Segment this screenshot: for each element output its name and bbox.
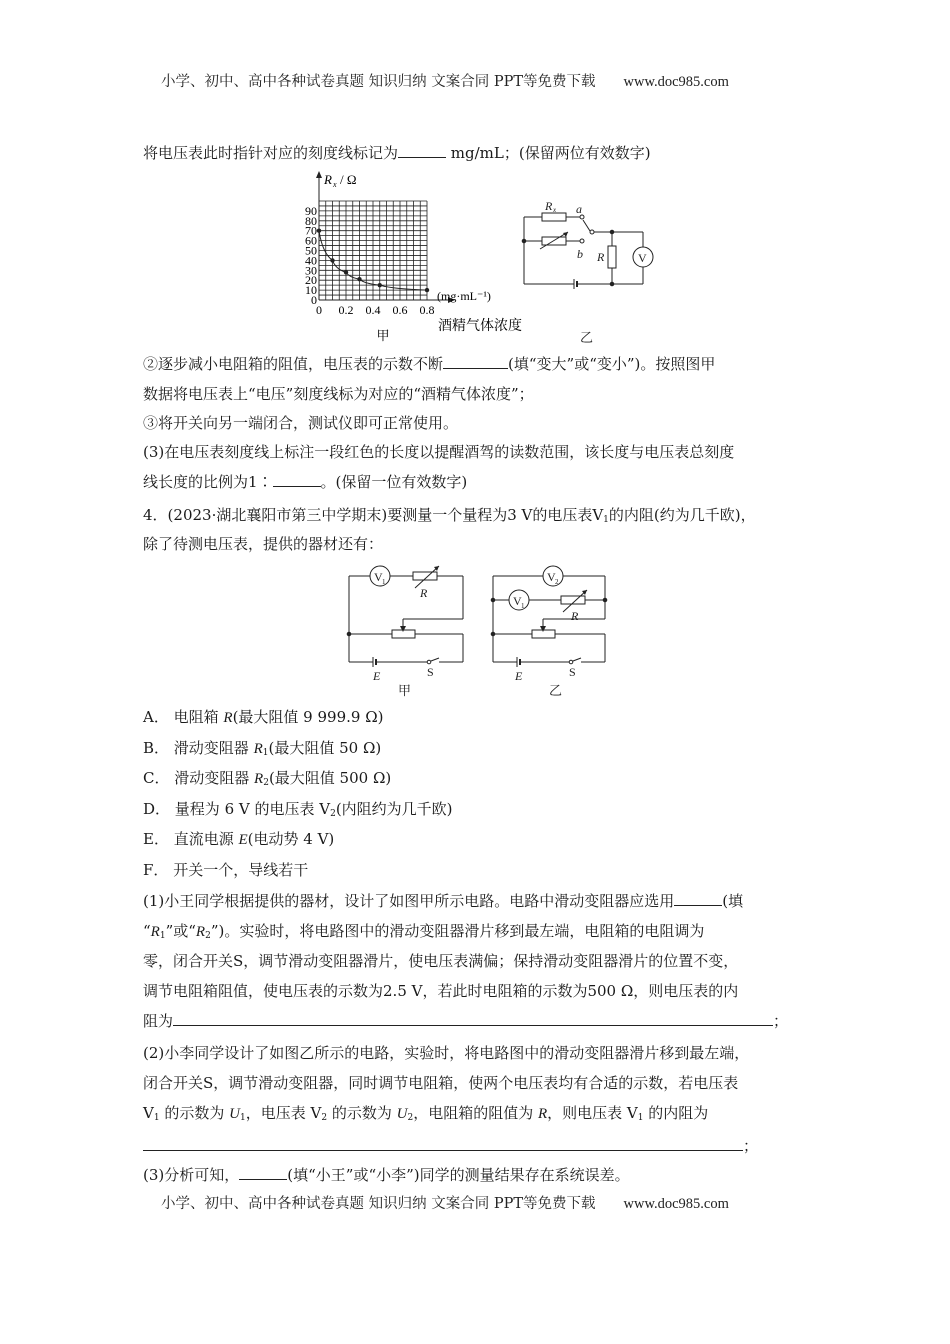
svg-text:0.8: 0.8	[419, 303, 435, 317]
label-v2: V	[547, 570, 556, 584]
step-3: ③将开关向另一端闭合，测试仪即可正常使用。	[143, 414, 459, 432]
svg-text:0.4: 0.4	[365, 303, 381, 317]
caption-jia: 甲	[376, 328, 390, 343]
label-e: E	[373, 669, 381, 683]
svg-text:20: 20	[305, 273, 317, 288]
label-a: a	[576, 202, 582, 216]
label-v: V	[638, 251, 647, 265]
answer-blank[interactable]	[674, 891, 722, 906]
label-r: R	[571, 609, 579, 623]
answer-blank[interactable]	[273, 472, 321, 487]
label-rx: R	[545, 199, 553, 213]
svg-text:0.2: 0.2	[338, 303, 354, 317]
data-point	[317, 229, 321, 233]
svg-text:1: 1	[521, 602, 525, 610]
q4-line-2: 除了待测电压表，提供的器材还有：	[143, 535, 384, 553]
caption-jia: 甲	[398, 683, 412, 698]
label-r: R	[597, 250, 605, 264]
header-url: www.doc985.com	[623, 74, 729, 90]
x-axis-unit: (mg·mL⁻¹)	[437, 289, 491, 303]
option-e: E． 直流电源 E(电动势 4 V)	[143, 830, 335, 848]
svg-text:60: 60	[305, 233, 317, 248]
answer-blank[interactable]	[398, 143, 446, 158]
svg-text:10: 10	[305, 283, 317, 298]
data-point	[378, 283, 382, 287]
data-point	[425, 288, 429, 292]
answer-blank[interactable]	[143, 1136, 743, 1151]
data-point	[357, 277, 361, 281]
option-c: C． 滑动变阻器 $R_2$(最大阻值 500 Ω)	[143, 769, 392, 788]
rx-concentration-chart	[305, 171, 522, 343]
svg-text:90: 90	[305, 203, 317, 218]
svg-text:80: 80	[305, 213, 317, 228]
text: (填	[722, 892, 744, 910]
header-text: 小学、初中、高中各种试卷真题 知识归纳 文案合同 PPT等免费下载	[161, 74, 596, 90]
label-e: E	[515, 669, 523, 683]
svg-text:40: 40	[305, 253, 317, 268]
q2-line-2: 闭合开关S，调节滑动变阻器，同时调节电阻箱，使两个电压表均有合适的示数，若电压表	[143, 1074, 739, 1092]
footer-url: www.doc985.com	[623, 1196, 729, 1212]
answer-blank[interactable]	[173, 1011, 773, 1026]
answer-blank[interactable]	[443, 354, 508, 369]
fill-line-1	[143, 143, 651, 163]
sensor-circuit	[522, 213, 653, 289]
label-rx-sub: x	[553, 206, 557, 214]
step-2-line-2: 数据将电压表上“电压”刻度线标为对应的“酒精气体浓度”；	[143, 385, 534, 403]
footer-text: 小学、初中、高中各种试卷真题 知识归纳 文案合同 PPT等免费下载	[161, 1196, 596, 1212]
y-axis-unit: / Ω	[340, 172, 357, 187]
svg-text:30: 30	[305, 263, 317, 278]
svg-text:70: 70	[305, 223, 317, 238]
q2-line-4: ；	[143, 1136, 758, 1156]
label-v1: V	[374, 570, 383, 584]
q3-line-2	[143, 472, 467, 492]
page-header	[161, 70, 729, 91]
caption-yi: 乙	[549, 683, 563, 698]
y-axis-label: R	[324, 172, 332, 187]
svg-text:1: 1	[382, 578, 386, 586]
q2-line-1: (2)小李同学设计了如图乙所示的电路，实验时，将电路图中的滑动变阻器滑片移到最左端，	[143, 1044, 750, 1062]
text: 将电压表此时指针对应的刻度线标记为	[143, 144, 399, 162]
q1-line-4: 调节电阻箱阻值，使电压表的示数为2.5 V，若此时电阻箱的示数为500 Ω，则电压表的内	[143, 982, 739, 1000]
svg-text:0: 0	[316, 303, 322, 317]
figure-chart-and-circuit	[290, 168, 690, 348]
option-d: D． 量程为 6 V 的电压表 $V_2$(内阻约为几千欧)	[143, 799, 453, 819]
figure-voltmeter-circuits	[335, 562, 625, 700]
q1-line-3: 零，闭合开关S，调节滑动变阻器滑片，使电压表满偏；保持滑动变阻器滑片的位置不变，	[143, 952, 739, 970]
svg-text:0.6: 0.6	[392, 303, 408, 317]
caption-yi: 乙	[580, 330, 594, 345]
text: (1)小王同学根据提供的器材，设计了如图甲所示电路。电路中滑动变阻器应选用	[143, 892, 675, 910]
label-s: S	[569, 665, 576, 679]
label-b: b	[577, 247, 583, 261]
text: 的内阻(约为几千欧)，	[608, 506, 756, 524]
label-r: R	[420, 586, 428, 600]
q2-line-3: $V_1$ 的示数为 $U_1$，电压表 $V_2$ 的示数为 $U_2$，电阻箱的阻值为 R，则电压表 $V_1$ 的内阻为	[143, 1104, 709, 1123]
option-f: F． 开关一个，导线若干	[143, 860, 309, 879]
page-footer	[161, 1192, 729, 1213]
svg-text:2: 2	[555, 578, 559, 586]
text: 。(保留一位有效数字)	[320, 473, 468, 491]
circuit-jia	[347, 566, 463, 667]
q1-line-2: “$R_1$”或“$R_2$”)。实验时，将电路图中的滑动变阻器滑片移到最左端，电阻箱的电阻调为	[143, 922, 705, 941]
text: ②逐步减小电阻箱的阻值，电压表的示数不断	[143, 355, 444, 373]
x-axis-title: 酒精气体浓度	[438, 319, 522, 334]
option-a: A． 电阻箱 R(最大阻值 9 999.9 Ω)	[143, 708, 384, 726]
q3-line: (3)分析可知， (填“小王”或“小李”)同学的测量结果存在系统误差。	[143, 1166, 630, 1184]
text: (填“变大”或“变小”)。按照图甲	[508, 355, 716, 373]
svg-text:0: 0	[311, 293, 317, 307]
text: 线长度的比例为1∶	[143, 473, 273, 491]
y-axis-sub: x	[333, 180, 337, 189]
q3-line-1: (3)在电压表刻度线上标注一段红色的长度以提醒酒驾的读数范围，该长度与电压表总刻度	[143, 443, 735, 461]
text: 4．(2023·湖北襄阳市第三中学期末)要测量一个量程为3 V的电压表V	[143, 506, 604, 524]
label-v1: V	[513, 594, 522, 608]
data-point	[330, 258, 334, 262]
svg-text:50: 50	[305, 243, 317, 258]
option-b: B． 滑动变阻器 $R_1$(最大阻值 50 Ω)	[143, 738, 382, 758]
data-point	[344, 270, 348, 274]
q1-line-1	[143, 891, 743, 911]
label-s: S	[427, 665, 434, 679]
sub: 1	[603, 515, 609, 525]
answer-blank[interactable]	[239, 1165, 287, 1180]
text: mg/mL；(保留两位有效数字)	[446, 144, 651, 162]
q4-line-1	[143, 505, 756, 530]
step-2-line-1	[143, 354, 715, 374]
q1-line-5: 阻为 ；	[143, 1012, 789, 1030]
